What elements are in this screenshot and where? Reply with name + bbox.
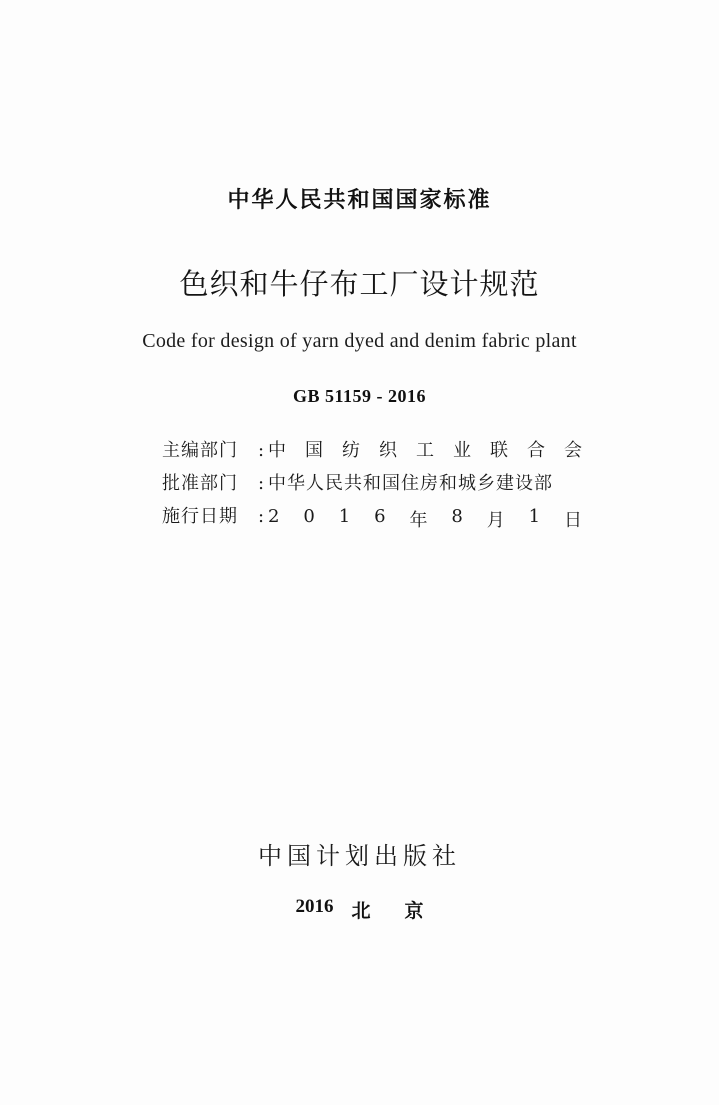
effective-date-value [268,506,582,532]
effective-date-char: 0 [303,506,315,527]
editor-char: 联 [490,440,508,461]
editor-colon: : [258,440,265,461]
editor-char: 业 [453,440,471,461]
document-title-chinese: 色织和牛仔布工厂设计规范 [179,267,540,301]
effective-date-char: 年 [409,510,428,531]
approver-value: 中华人民共和国住房和城乡建设部 [268,473,553,494]
editor-char: 纺 [342,440,360,461]
publication-city-char: 北 [351,901,371,922]
publication-city-char: 京 [404,901,424,922]
effective-date-char: 1 [528,506,541,527]
editor-value [268,436,582,462]
info-block [162,436,582,535]
editor-char: 国 [305,440,323,461]
editor-char: 工 [416,440,434,461]
editor-char: 会 [564,440,582,461]
effective-date-char: 日 [563,510,582,531]
standard-series-heading: 中华人民共和国国家标准 [227,188,492,213]
effective-date-label: 施行日期 [162,506,238,527]
effective-date-char: 1 [338,506,351,527]
standard-number: GB 51159 - 2016 [292,386,426,406]
info-row-effective-date [162,502,582,535]
effective-date-char: 月 [486,510,505,531]
effective-date-char: 6 [374,506,386,527]
editor-char: 合 [527,440,545,461]
approver-colon: : [258,473,265,494]
info-row-editor [162,436,582,469]
info-row-approver [162,469,582,502]
document-title-english: Code for design of yarn dyed and denim fabric plant [142,330,577,352]
effective-date-char: 2 [268,506,280,527]
publisher-name: 中国计划出版社 [258,842,461,870]
publication-line [0,896,719,923]
editor-char: 织 [379,440,397,461]
editor-char: 中 [268,440,286,461]
approver-label: 批准部门 [162,473,238,494]
editor-label: 主编部门 [162,440,238,461]
publication-year: 2016 [295,896,334,917]
effective-date-char: 8 [451,506,463,527]
effective-date-colon: : [258,506,265,527]
